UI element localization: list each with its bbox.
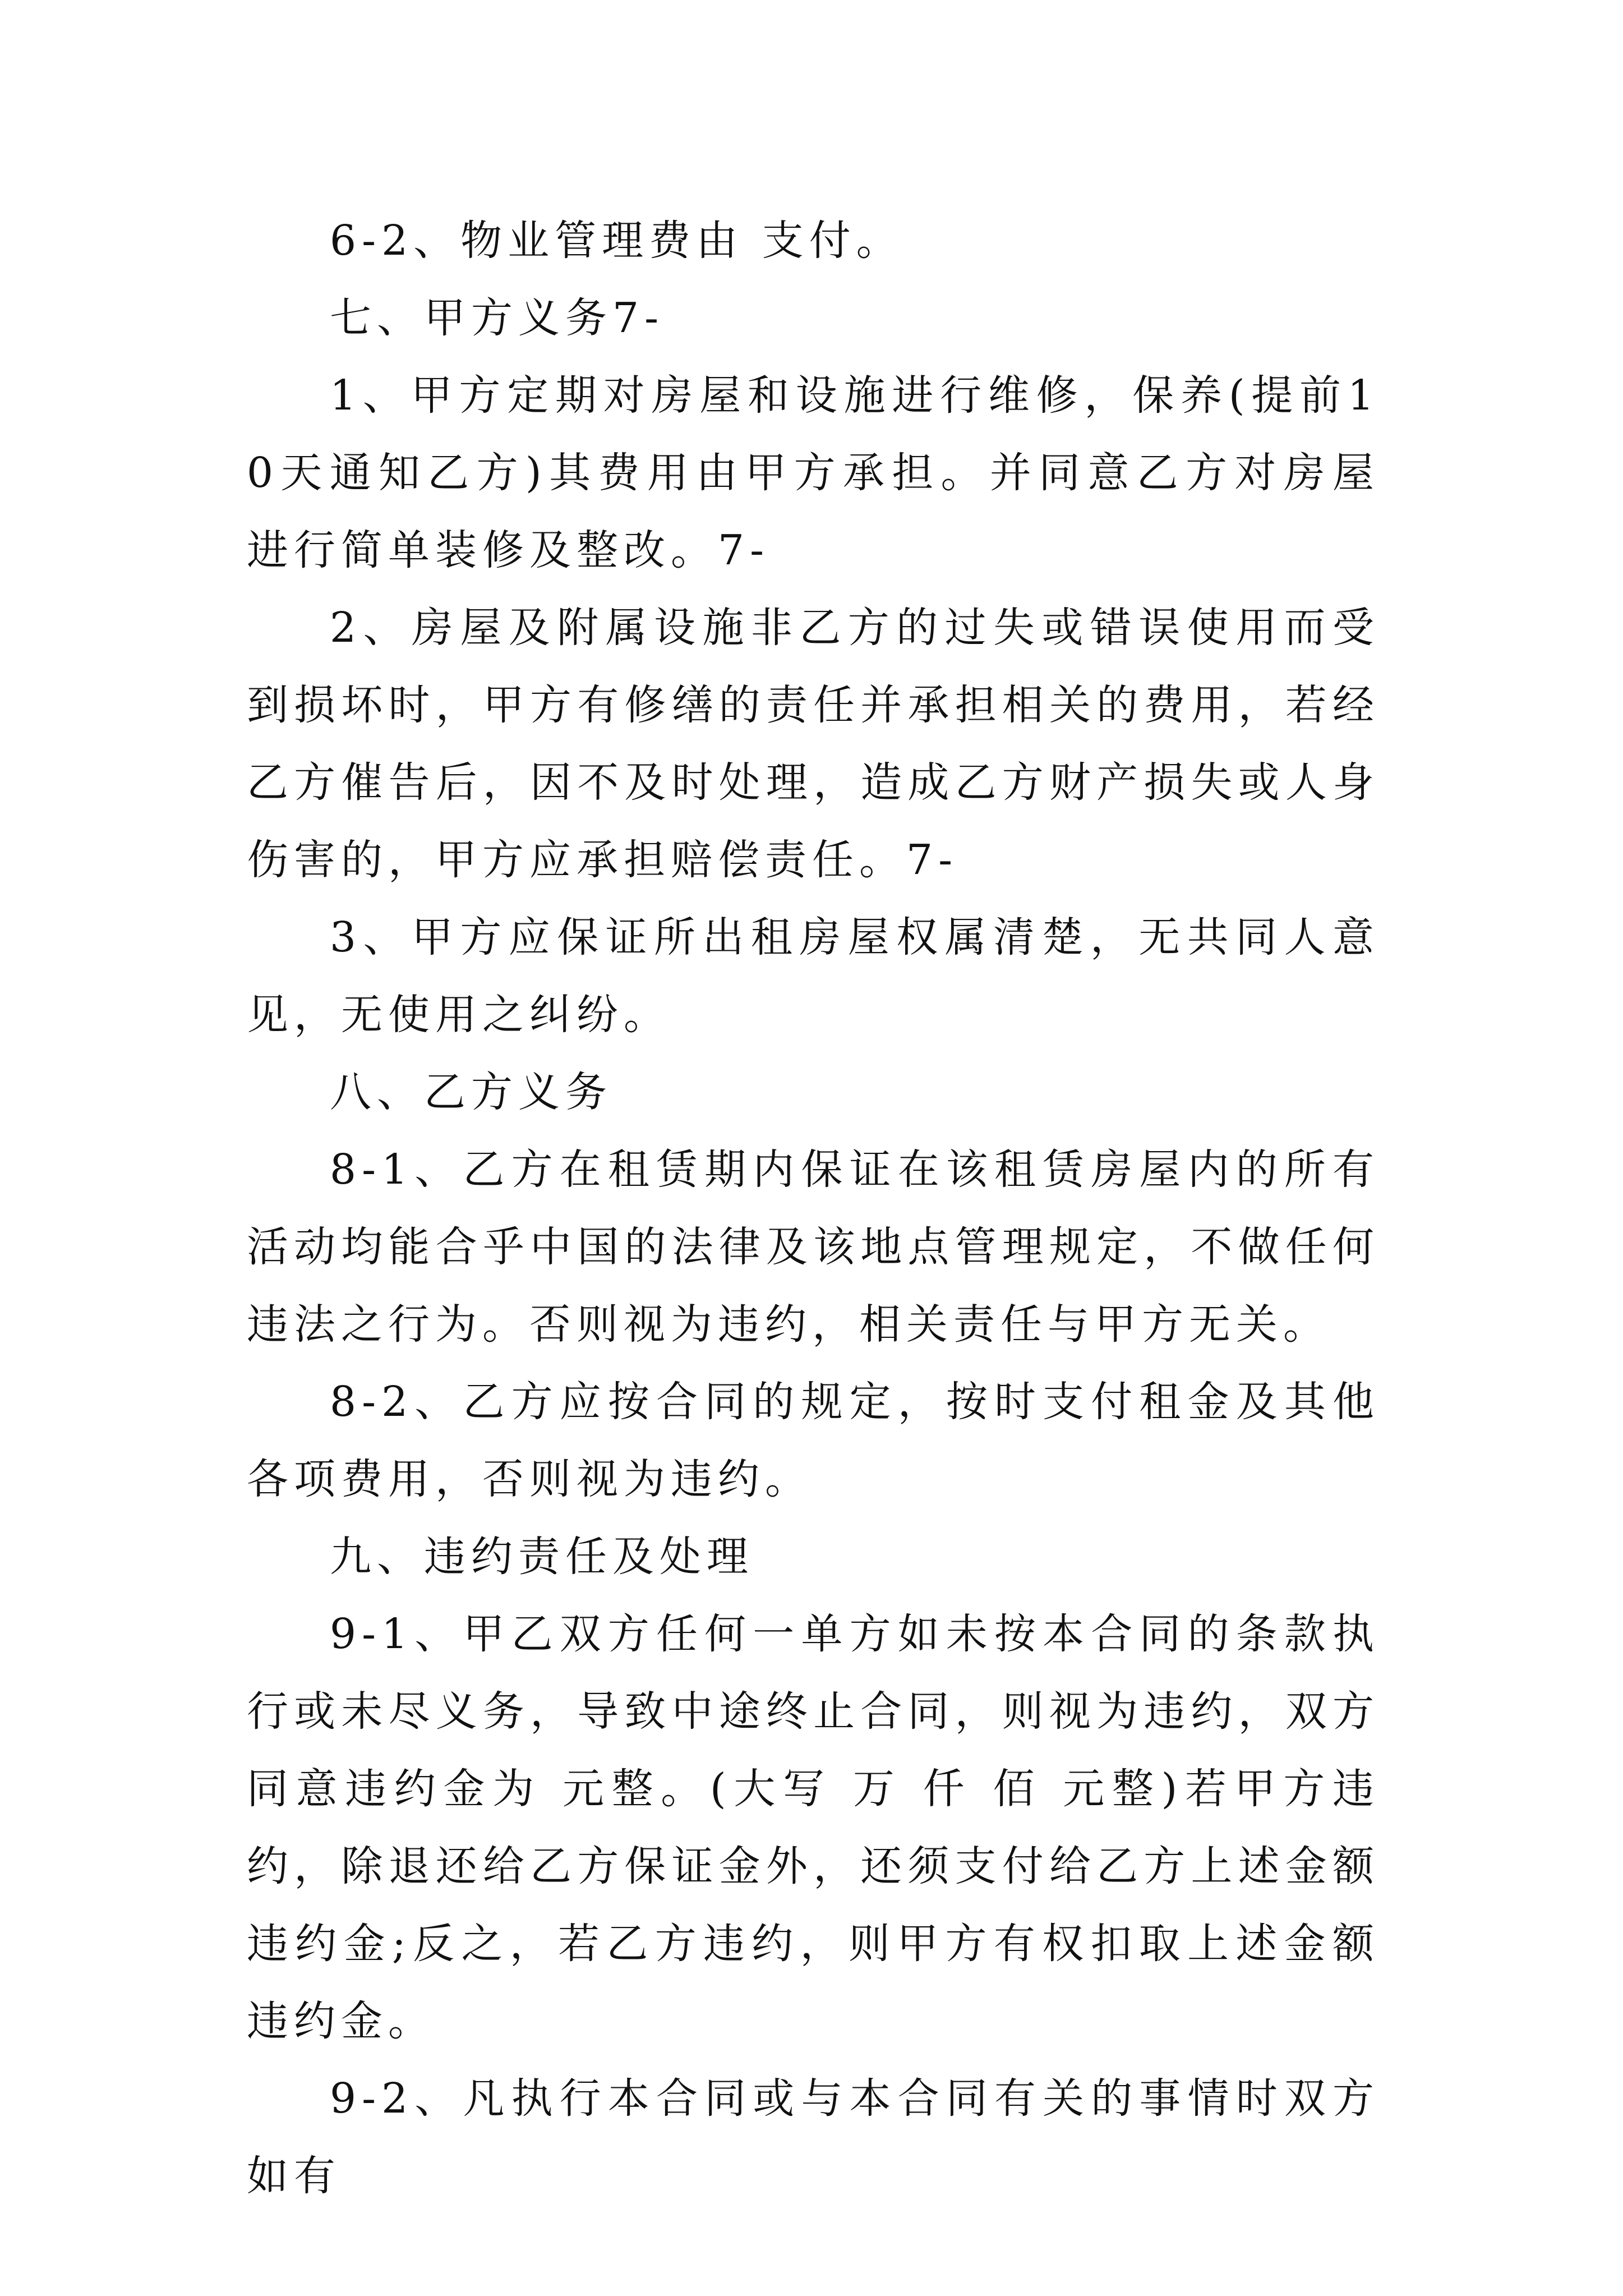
clause-9-1: 9-1、甲乙双方任何一单方如未按本合同的条款执行或未尽义务，导致中途终止合同，则视为违约，双方同意违约金为 元整。(大写 万 仟 佰 元整)若甲方违约，除退还给乙方保证金外，还须支付给乙方上述金额违约金;反之，若乙方违约，则甲方有权扣取上述金额违约金。 [247,1610,1380,2045]
clause-7-1: 1、甲方定期对房屋和设施进行维修，保养(提前10天通知乙方)其费用由甲方承担。并同意乙方对房屋进行简单装修及整改。7- [247,371,1380,574]
document-body [247,202,1380,2215]
section-heading-8: 八、乙方义务 [330,1068,612,1116]
clause-7-2: 2、房屋及附属设施非乙方的过失或错误使用而受到损坏时，甲方有修缮的责任并承担相关的费用，若经乙方催告后，因不及时处理，造成乙方财产损失或人身伤害的，甲方应承担赔偿责任。7- [247,604,1380,884]
clause-8-2: 8-2、乙方应按合同的规定，按时支付租金及其他各项费用，否则视为违约。 [247,1378,1380,1503]
clause-8-1: 8-1、乙方在租赁期内保证在该租赁房屋内的所有活动均能合乎中国的法律及该地点管理规定，不做任何违法之行为。否则视为违约，相关责任与甲方无关。 [247,1145,1380,1349]
clause-6-2: 6-2、物业管理费由 支付。 [330,217,903,265]
clause-7-3: 3、甲方应保证所出租房屋权属清楚，无共同人意见，无使用之纠纷。 [247,913,1380,1039]
section-heading-7: 七、甲方义务7- [330,294,665,342]
section-heading-9: 九、违约责任及处理 [330,1533,754,1581]
clause-9-2: 9-2、凡执行本合同或与本合同有关的事情时双方如有 [247,2074,1380,2200]
